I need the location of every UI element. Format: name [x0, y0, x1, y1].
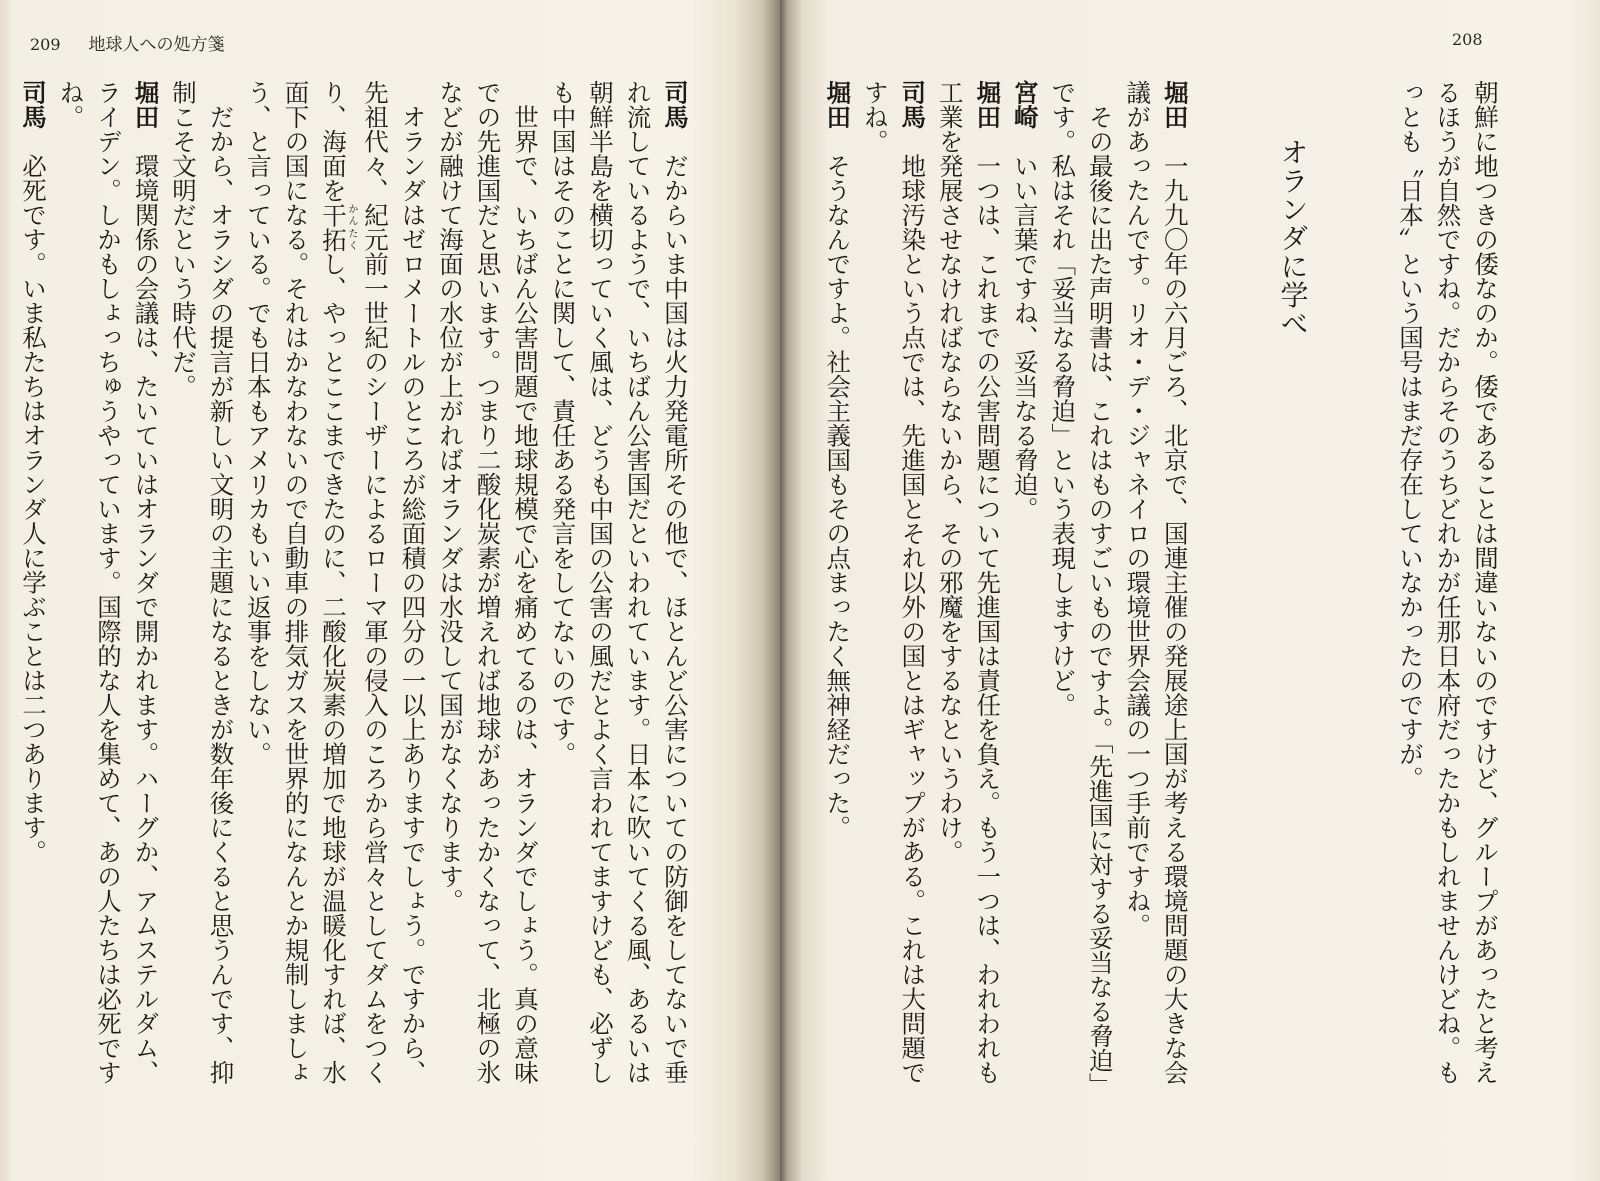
section-title: オランダに学べ	[1276, 138, 1310, 338]
right-page	[780, 0, 1600, 1181]
text-column	[1081, 80, 1119, 1140]
text-column	[202, 80, 240, 1140]
column-text: 世界で、いちばん公害問題で地球規模で心を痛めてるのは、オランダでしょう。真の意味	[511, 80, 540, 1085]
column-text: そうなんですよ。社会主義国もその点まったく無神経だった。	[823, 153, 853, 840]
ruby-annotation	[319, 202, 357, 252]
text-column	[394, 80, 432, 1140]
column-text: 制こそ文明だという時代だ。	[169, 80, 198, 399]
right-page-text-body	[819, 80, 1504, 1140]
column-text: 朝鮮半島を横切っていく風は、どうも中国の公害の風だとよく言われてますけども、必ずし	[586, 80, 615, 1085]
text-column	[931, 80, 969, 1140]
text-column	[507, 80, 545, 1140]
column-text: っとも〝日本〟という国号はまだ存在していなかったのですが。	[1396, 80, 1425, 791]
text-column	[856, 80, 894, 1140]
text-column	[894, 80, 932, 1140]
text-column	[15, 80, 53, 1140]
column-text: るほうが自然ですね。だからそのうちどれかが任那日本府だったかもしれませんけどね。も	[1433, 80, 1463, 1085]
column-text: も中国はそのことに関して、責任ある発言をしてないのです。	[548, 80, 578, 766]
speaker-name: 司馬	[898, 80, 928, 129]
text-column	[52, 80, 90, 1140]
column-text: 地球汚染という点では、先進国とそれ以外の国とはギャップがある。これは大問題で	[898, 153, 928, 1085]
text-column	[1392, 80, 1430, 1140]
column-text: だからいま中国は火力発電所その他で、ほとんど公害についての防御をしてないで垂	[661, 153, 690, 1085]
column-text: う、と言っている。でも日本もアメリカもいい返事をしない。	[244, 80, 273, 766]
running-title: 地球人への処方箋	[88, 35, 225, 55]
column-text: し、やっとここまできたのに、二酸化炭素の増加で地球が温暖化すれば、水	[319, 251, 348, 1085]
text-column	[544, 80, 582, 1140]
right-page-header	[1452, 30, 1483, 49]
text-column	[1044, 80, 1082, 1140]
column-text: いい言葉ですね、妥当なる脅迫。	[1010, 153, 1040, 521]
column-text: などが融けて海面の水位が上がればオランダは水没して国がなくなります。	[436, 80, 465, 913]
column-text: 朝鮮に地つきの倭なのか。倭であることは間違いないのですけど、グループがあったと考え	[1471, 80, 1500, 1085]
column-text: 先祖代々、紀元前一世紀のシーザーによるローマ軍の侵入のころから営々としてダムをつく	[361, 80, 390, 1085]
text-column	[277, 80, 315, 1140]
text-column	[1006, 80, 1044, 1140]
text-column	[819, 80, 857, 1140]
column-text: その最後に出た声明書は、これはものすごいものですよ。「先進国に対する妥当なる脅迫」	[1085, 80, 1115, 1097]
text-column	[357, 80, 395, 1140]
text-column	[1467, 80, 1505, 1140]
text-column	[657, 80, 695, 1140]
column-text: 一つは、これまでの公害問題について先進国は責任を負え。もう一つは、われわれも	[973, 153, 1003, 1085]
speaker-name: 司馬	[19, 80, 48, 129]
column-text: だから、オラシダの提言が新しい文明の主題になるときが数年後にくると思うんです、抑	[206, 80, 236, 1085]
page-number: 209	[30, 35, 61, 54]
text-column	[969, 80, 1007, 1140]
text-column	[165, 80, 203, 1140]
left-page-text-body	[15, 80, 695, 1140]
text-column	[127, 80, 165, 1140]
column-text: オランダはゼロメートルのところが総面積の四分の一以上ありますでしょう。ですから、	[398, 80, 428, 1085]
ruby-reading: かんたく	[346, 202, 357, 252]
speaker-name: 堀田	[1160, 80, 1190, 129]
speaker-name: 堀田	[131, 80, 161, 129]
left-page-header	[30, 30, 225, 55]
column-text: れ流しているようで、いちばん公害国だといわれています。日本に吹いてくる風、あるいは	[623, 80, 653, 1085]
speaker-name: 堀田	[973, 80, 1003, 129]
text-column	[619, 80, 657, 1140]
ruby-base: 干拓	[319, 202, 348, 252]
text-column	[432, 80, 470, 1140]
text-column	[315, 80, 357, 1140]
column-text: すね。	[860, 80, 890, 154]
column-text: での先進国だと思います。つまり二酸化炭素が増えれば地球があったかくなって、北極の氷	[473, 80, 503, 1085]
text-column	[582, 80, 620, 1140]
column-text: ライデン。しかもしょっちゅうやっています。国際的な人を集めて、あの人たちは必死です	[94, 80, 123, 1085]
text-column	[1119, 80, 1157, 1140]
text-column	[1156, 80, 1194, 1140]
column-text: り、海面を	[319, 80, 348, 203]
text-column	[469, 80, 507, 1140]
column-text: 一九九〇年の六月ごろ、北京で、国連主催の発展途上国が考える環境問題の大きな会	[1160, 153, 1190, 1085]
speaker-name: 宮崎	[1010, 80, 1040, 129]
text-column	[90, 80, 128, 1140]
column-text: 面下の国になる。それはかなわないので自動車の排気ガスを世界的になんとか規制しましょ	[281, 80, 311, 1085]
text-column	[240, 80, 278, 1140]
left-page	[0, 0, 780, 1181]
column-text: ね。	[56, 80, 86, 129]
speaker-name: 司馬	[661, 80, 690, 129]
speaker-name: 堀田	[823, 80, 853, 129]
column-text: 議があったんです。リオ・デ・ジャネイロの環境世界会議の一つ手前ですね。	[1123, 80, 1153, 938]
page-number: 208	[1452, 30, 1483, 49]
column-text: 必死です。いま私たちはオランダ人に学ぶことは二つあります。	[19, 153, 48, 864]
column-text: 環境関係の会議は、たいていはオランダで開かれます。ハーグか、アムステルダム、	[131, 153, 161, 1085]
column-text: です。私はそれ「妥当なる脅迫」という表現しますけど。	[1048, 80, 1078, 717]
text-column	[1429, 80, 1467, 1140]
column-text: 工業を発展させなければならないから、その邪魔をするなというわけ。	[935, 80, 965, 864]
